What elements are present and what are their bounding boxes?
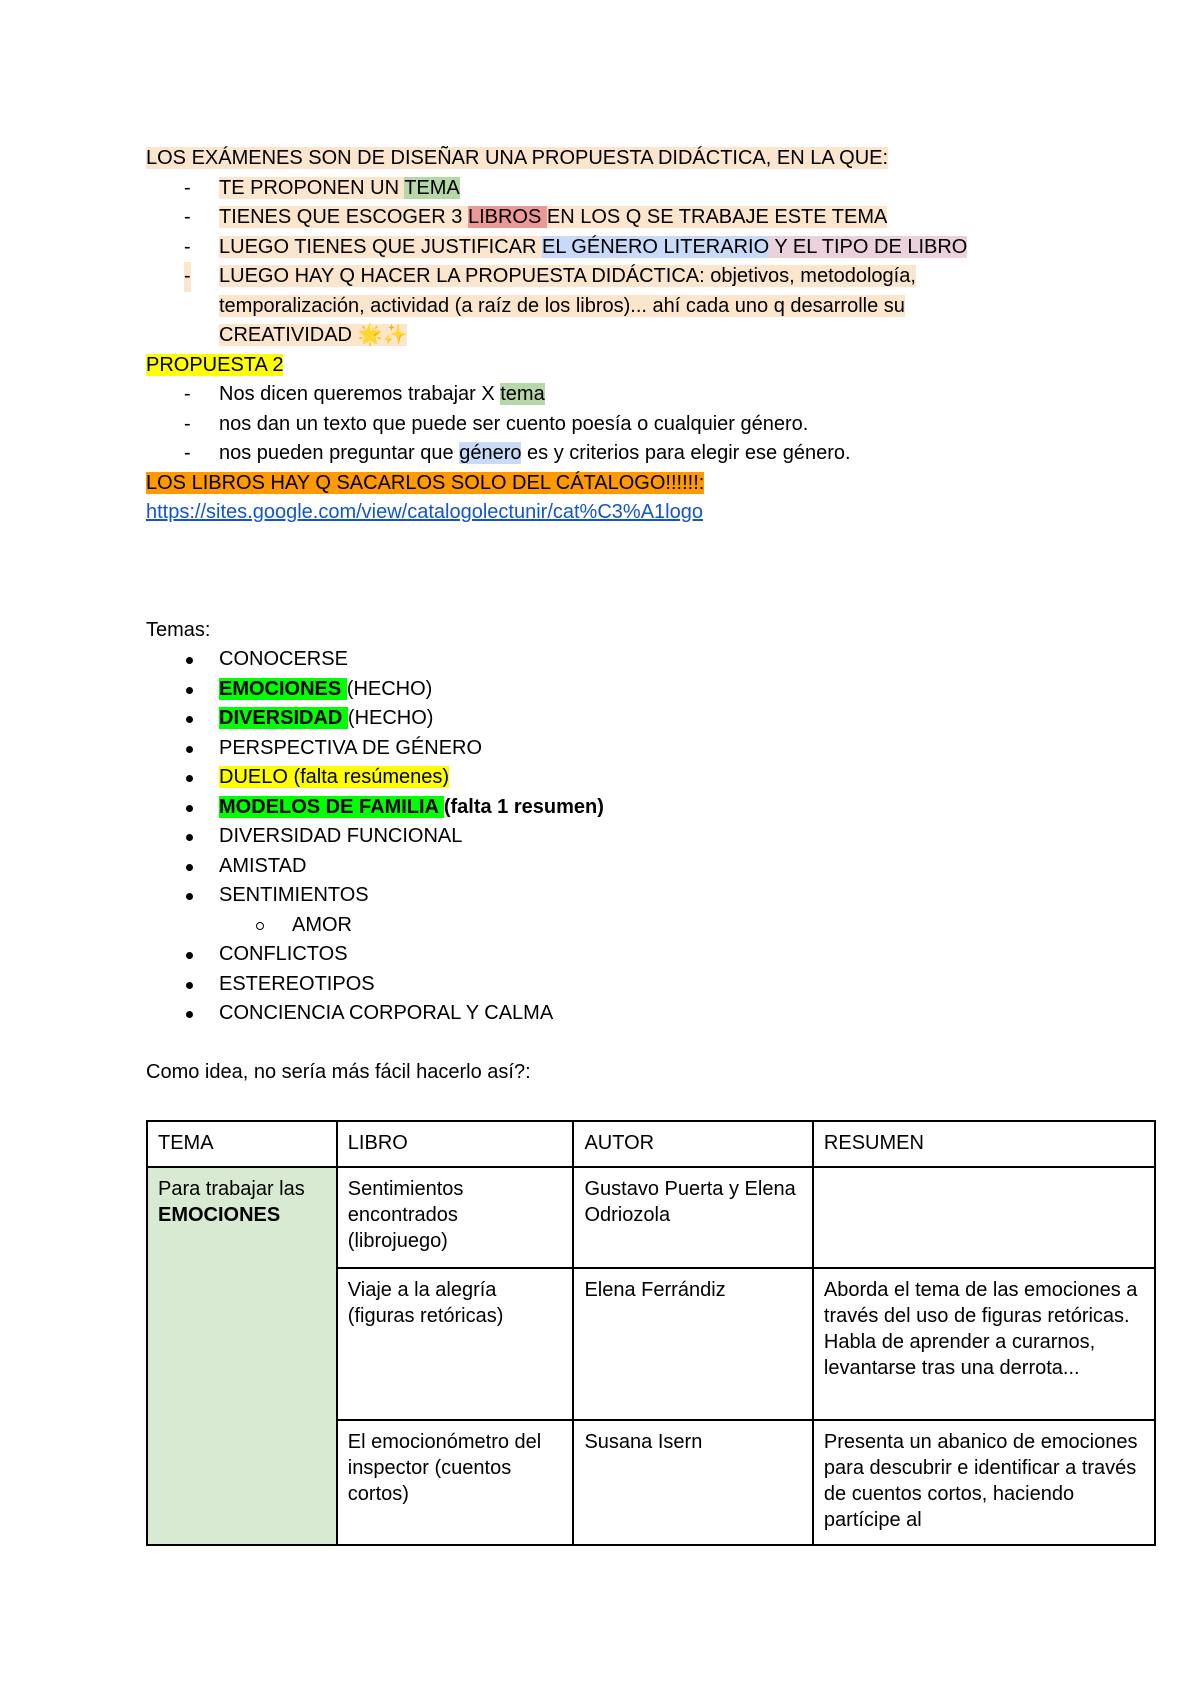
tema-item-modelos-familia: MODELOS DE FAMILIA (falta 1 resumen) [146, 793, 1156, 823]
intro-item-4: - LUEGO HAY Q HACER LA PROPUESTA DIDÁCTICA: objetivos, metodología, temporalización, actividad (a raíz de los libros)... ahí cada uno q desarrolle su CREATIVIDAD 🌟✨ [146, 262, 1156, 351]
table-cell-resumen [813, 1167, 1155, 1268]
spacer [146, 1029, 1156, 1058]
catalog-link-row [146, 498, 1156, 528]
tema-item-estereotipos: ESTEREOTIPOS [146, 970, 1156, 1000]
bullet-icon [186, 1011, 193, 1018]
propuesta-item-1: - Nos dicen queremos trabajar X tema [184, 383, 545, 405]
tema-item-conflictos: CONFLICTOS [146, 940, 1156, 970]
document-content [146, 144, 1156, 1087]
tema-item-conocerse: CONOCERSE [146, 645, 1156, 675]
table-header-libro: LIBRO [337, 1121, 574, 1167]
catalog-link[interactable]: https://sites.google.com/view/catalogolectunir/cat%C3%A1logo [146, 501, 703, 523]
table-row [147, 1167, 1155, 1268]
books-table [146, 1120, 1156, 1546]
spacer [146, 528, 1156, 616]
bullet-icon [186, 746, 193, 753]
bullet-icon [186, 982, 193, 989]
table-header-tema: TEMA [147, 1121, 337, 1167]
tema-item-duelo: DUELO (falta resúmenes) [146, 763, 1156, 793]
tema-item-conciencia-corporal: CONCIENCIA CORPORAL Y CALMA [146, 999, 1156, 1029]
table-cell-libro: El emocionómetro del inspector (cuentos cortos) [337, 1420, 574, 1545]
bullet-icon [186, 687, 193, 694]
table-cell-autor: Susana Isern [573, 1420, 812, 1545]
table-cell-resumen: Aborda el tema de las emociones a través del uso de figuras retóricas. Habla de aprender a curarnos, levantarse tras una derrota... [813, 1268, 1155, 1420]
tema-subitem-amor: AMOR [146, 911, 1156, 941]
propuesta-item-3: - nos pueden preguntar que género es y criterios para elegir ese género. [184, 442, 851, 464]
tema-item-emociones: EMOCIONES (HECHO) [146, 675, 1156, 705]
bullet-icon [186, 657, 193, 664]
tema-item-diversidad-funcional: DIVERSIDAD FUNCIONAL [146, 822, 1156, 852]
table-header-row [147, 1121, 1155, 1167]
intro-item-3: - LUEGO TIENES QUE JUSTIFICAR EL GÉNERO LITERARIO Y EL TIPO DE LIBRO [184, 235, 968, 258]
bullet-icon [186, 775, 193, 782]
table-cell-autor: Elena Ferrándiz [573, 1268, 812, 1420]
table-cell-tema: Para trabajar las EMOCIONES [147, 1167, 337, 1545]
tema-item-diversidad: DIVERSIDAD (HECHO) [146, 704, 1156, 734]
table-header-resumen: RESUMEN [813, 1121, 1155, 1167]
tema-item-sentimientos: SENTIMIENTOS [146, 881, 1156, 911]
circle-bullet-icon [256, 922, 264, 930]
propuesta-heading: PROPUESTA 2 [146, 353, 284, 376]
intro-item-1: - TE PROPONEN UN TEMA [184, 176, 460, 199]
intro-item-2: - TIENES QUE ESCOGER 3 LIBROS EN LOS Q SE TRABAJE ESTE TEMA [184, 206, 888, 228]
bullet-icon [186, 893, 193, 900]
bullet-icon [186, 952, 193, 959]
bullet-icon [186, 805, 193, 812]
intro-heading: LOS EXÁMENES SON DE DISEÑAR UNA PROPUESTA DIDÁCTICA, EN LA QUE: [146, 147, 889, 169]
table-header-autor: AUTOR [573, 1121, 812, 1167]
idea-text: Como idea, no sería más fácil hacerlo así?: [146, 1060, 531, 1083]
bullet-icon [186, 834, 193, 841]
propuesta-item-2: - nos dan un texto que puede ser cuento poesía o cualquier género. [184, 412, 809, 435]
bullet-icon [186, 716, 193, 723]
table-cell-autor: Gustavo Puerta y Elena Odriozola [573, 1167, 812, 1268]
table-cell-libro: Sentimientos encontrados (librojuego) [337, 1167, 574, 1268]
temas-label: Temas: [146, 618, 211, 641]
bullet-icon [186, 864, 193, 871]
tema-item-perspectiva: PERSPECTIVA DE GÉNERO [146, 734, 1156, 764]
table-cell-resumen: Presenta un abanico de emociones para descubrir e identificar a través de cuentos cortos, haciendo partícipe al [813, 1420, 1155, 1545]
catalog-warning: LOS LIBROS HAY Q SACARLOS SOLO DEL CÁTALOGO!!!!!!: [146, 471, 705, 494]
tema-item-amistad: AMISTAD [146, 852, 1156, 882]
table-cell-libro: Viaje a la alegría (figuras retóricas) [337, 1268, 574, 1420]
